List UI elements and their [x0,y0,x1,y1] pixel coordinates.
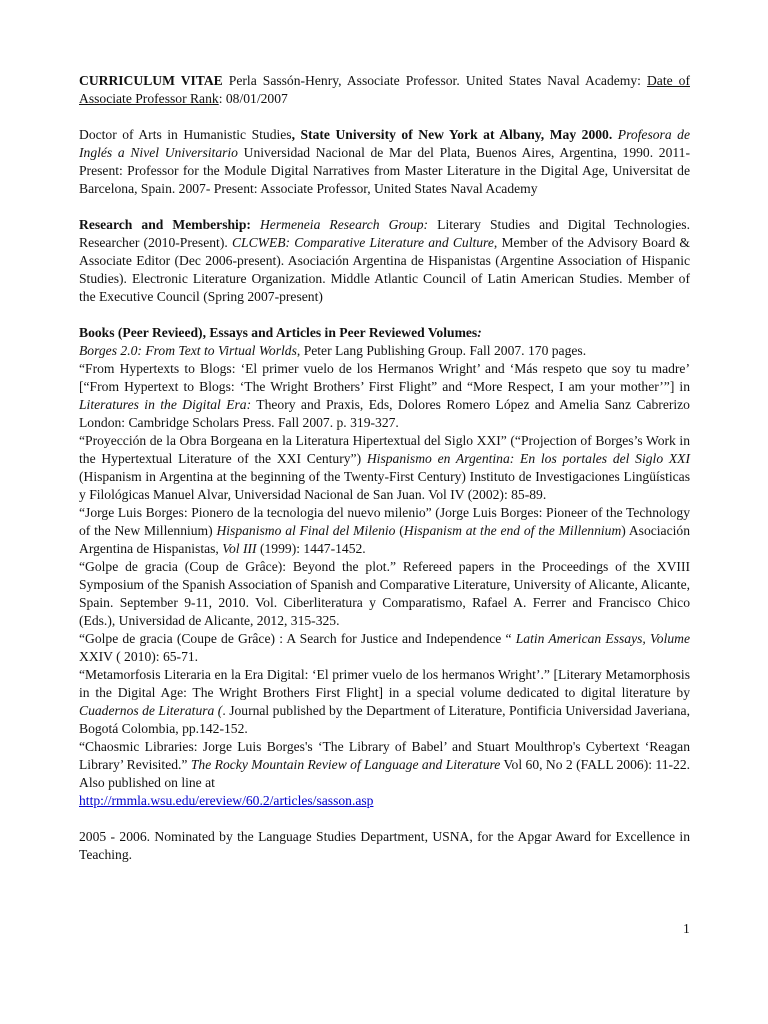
entry-golpe-proceedings-text: “Golpe de gracia (Coup de Grâce): Beyond the plot.” Refereed papers in the Proceedings of the XVIII Symposium of the Spanish Association of Spanish and Comparative Literature, University of Alicante, Alicante, Spain. September 9-11, 2010. Vol. Ciberliteratura y Comparatismo, Rafael A. Ferrer and Francisco Chico (Eds.), Universidad de Alicante, 2012, 315-325. [79,559,690,628]
entry-proyeccion-details: (Hispanism in Argentina at the beginning of the Twenty-First Century) Instituto de Investigaciones Lingüísticas y Filológicas Manuel Alvar, Universidad Nacional de San Juan. Vol IV (2002): 85-89. [79,469,690,502]
education-paragraph [79,126,690,198]
entry-chaosmic-link-line [79,792,690,810]
entry-metamorfosis-text: “Metamorfosis Literaria en la Era Digital: ‘El primer vuelo de los hermanos Wright’.” [Literary Metamorphosis in the Digital Age: The Wright Brothers First Flight] in a special volume dedicated to digital literature by [79,667,690,700]
entry-golpe-essays [79,630,690,666]
books-section [79,324,690,810]
entry-hypertexts-volume: Literatures in the Digital Era: [79,397,252,412]
doctorate-degree: Doctor of Arts in Humanistic Studies [79,127,292,142]
entry-golpe-essays-volume: Latin American Essays, Volume [515,631,690,646]
hermeneia-group: Hermeneia Research Group: [259,217,429,232]
cv-title: CURRICULUM VITAE [79,73,223,88]
rank-value: : 08/01/2007 [218,91,288,106]
entry-hypertexts-details: Theory and Praxis, Eds, Dolores Romero López and Amelia Sanz Cabrerizo London: Cambridge Scholars Press. Fall 2007. p. 319-327. [79,397,690,430]
entry-hypertexts-blogs [79,360,690,432]
entry-proyeccion-volume: Hispanismo en Argentina: En los portales del Siglo XXI [366,451,691,466]
profesora-title: Profesora de Inglés a Nivel Universitario [79,127,690,160]
books-heading-colon: : [477,325,482,340]
entry-borges-2-details: , Peter Lang Publishing Group. Fall 2007. 170 pages. [296,343,587,358]
entry-chaosmic [79,738,690,792]
entry-pionero-volume: Hispanismo al Final del Milenio [216,523,396,538]
entry-metamorfosis-journal: Cuadernos de Literatura ( [79,703,223,718]
research-paragraph [79,216,690,306]
sasson-article-link[interactable]: http://rmmla.wsu.edu/ereview/60.2/articles/sasson.asp [79,793,374,808]
entry-pionero-publisher: ) Asociación Argentina de Hispanistas, [79,523,690,556]
entry-borges-2-title: Borges 2.0: From Text to Virtual Worlds [79,343,297,358]
entry-proyeccion-text: “Proyección de la Obra Borgeana en la Literatura Hipertextual del Siglo XXI” (“Projection of Borges’s Work in the Hypertextual Literature of the XXI Century”) [79,433,690,466]
books-heading-text: Books (Peer Revieed), Essays and Articles in Peer Reviewed Volumes [79,325,478,340]
clcweb-journal: CLCWEB: Comparative Literature and Culture [231,235,494,250]
award-paragraph: 2005 - 2006. Nominated by the Language Studies Department, USNA, for the Apgar Award for Excellence in Teaching. [79,829,690,862]
entry-chaosmic-journal: The Rocky Mountain Review of Language and Literature [190,757,501,772]
entry-metamorfosis-details: . Journal published by the Department of Literature, Pontificia Universidad Javeriana, Bogotá Colombia, pp.142-152. [79,703,690,736]
entry-golpe-essays-text: “Golpe de gracia (Coupe de Grâce) : A Search for Justice and Independence “ [79,631,516,646]
books-heading [79,324,690,342]
education-details: Universidad Nacional de Mar del Plata, Buenos Aires, Argentina, 1990. 2011-Present: Professor for the Module Digital Narratives from Master Literature in the Digital Age, Universitat de Barcelona, Spain. 2007- Present: Associate Professor, United States Naval Academy [79,145,690,196]
entry-pionero-text: “Jorge Luis Borges: Pionero de la tecnologia del nuevo milenio” (Jorge Luis Borges: Pioneer of the Technology of the New Millennium) [79,505,690,538]
cv-header-line: Perla Sassón-Henry, Associate Professor. United States Naval Academy: [222,73,647,88]
entry-golpe-essays-details: XXIV ( 2010): 65-71. [79,649,199,664]
entry-pionero [79,504,690,558]
entry-metamorfosis [79,666,690,738]
entry-hypertexts-text: “From Hypertexts to Blogs: ‘El primer vuelo de los Hermanos Wright’ and ‘Más respeto que soy tu madre’ [“From Hypertext to Blogs: ‘The Wright Brothers’ First Flight” and “More Respect, I am your mother’”] in [79,361,690,394]
hermeneia-details: Literary Studies and Digital Technologies. Researcher (2010-Present). [79,217,690,250]
rank-label: Date of Associate Professor Rank [79,73,690,106]
header-paragraph [79,72,690,108]
entry-proyeccion [79,432,690,504]
entry-pionero-translation: Hispanism at the end of the Millennium [403,523,622,538]
entry-pionero-vol: Vol III [222,541,257,556]
page-number: 1 [683,921,690,936]
entry-borges-2 [79,342,690,360]
entry-chaosmic-text: “Chaosmic Libraries: Jorge Luis Borges's ‘The Library of Babel’ and Stuart Moulthrop's Cybertext ‘Reagan Library’ Revisited.” [79,739,690,772]
entry-golpe-proceedings [79,558,690,630]
entry-pionero-paren: ( [395,523,404,538]
degree-comma: , State University of New York at Albany, May 2000. [291,127,618,142]
research-heading: Research and Membership: [79,217,251,232]
entry-chaosmic-details: Vol 60, No 2 (FALL 2006): 11-22. Also published on line at [79,757,691,790]
entry-pionero-pages: (1999): 1447-1452. [256,541,366,556]
research-details: , Member of the Advisory Board & Associate Editor (Dec 2006-present). Asociación Argentina de Hispanistas (Argentine Association of Hispanic Studies). Electronic Literature Organization. Middle Atlantic Council of Latin American Studies. Member of the Executive Council (Spring 2007-present) [79,235,691,304]
